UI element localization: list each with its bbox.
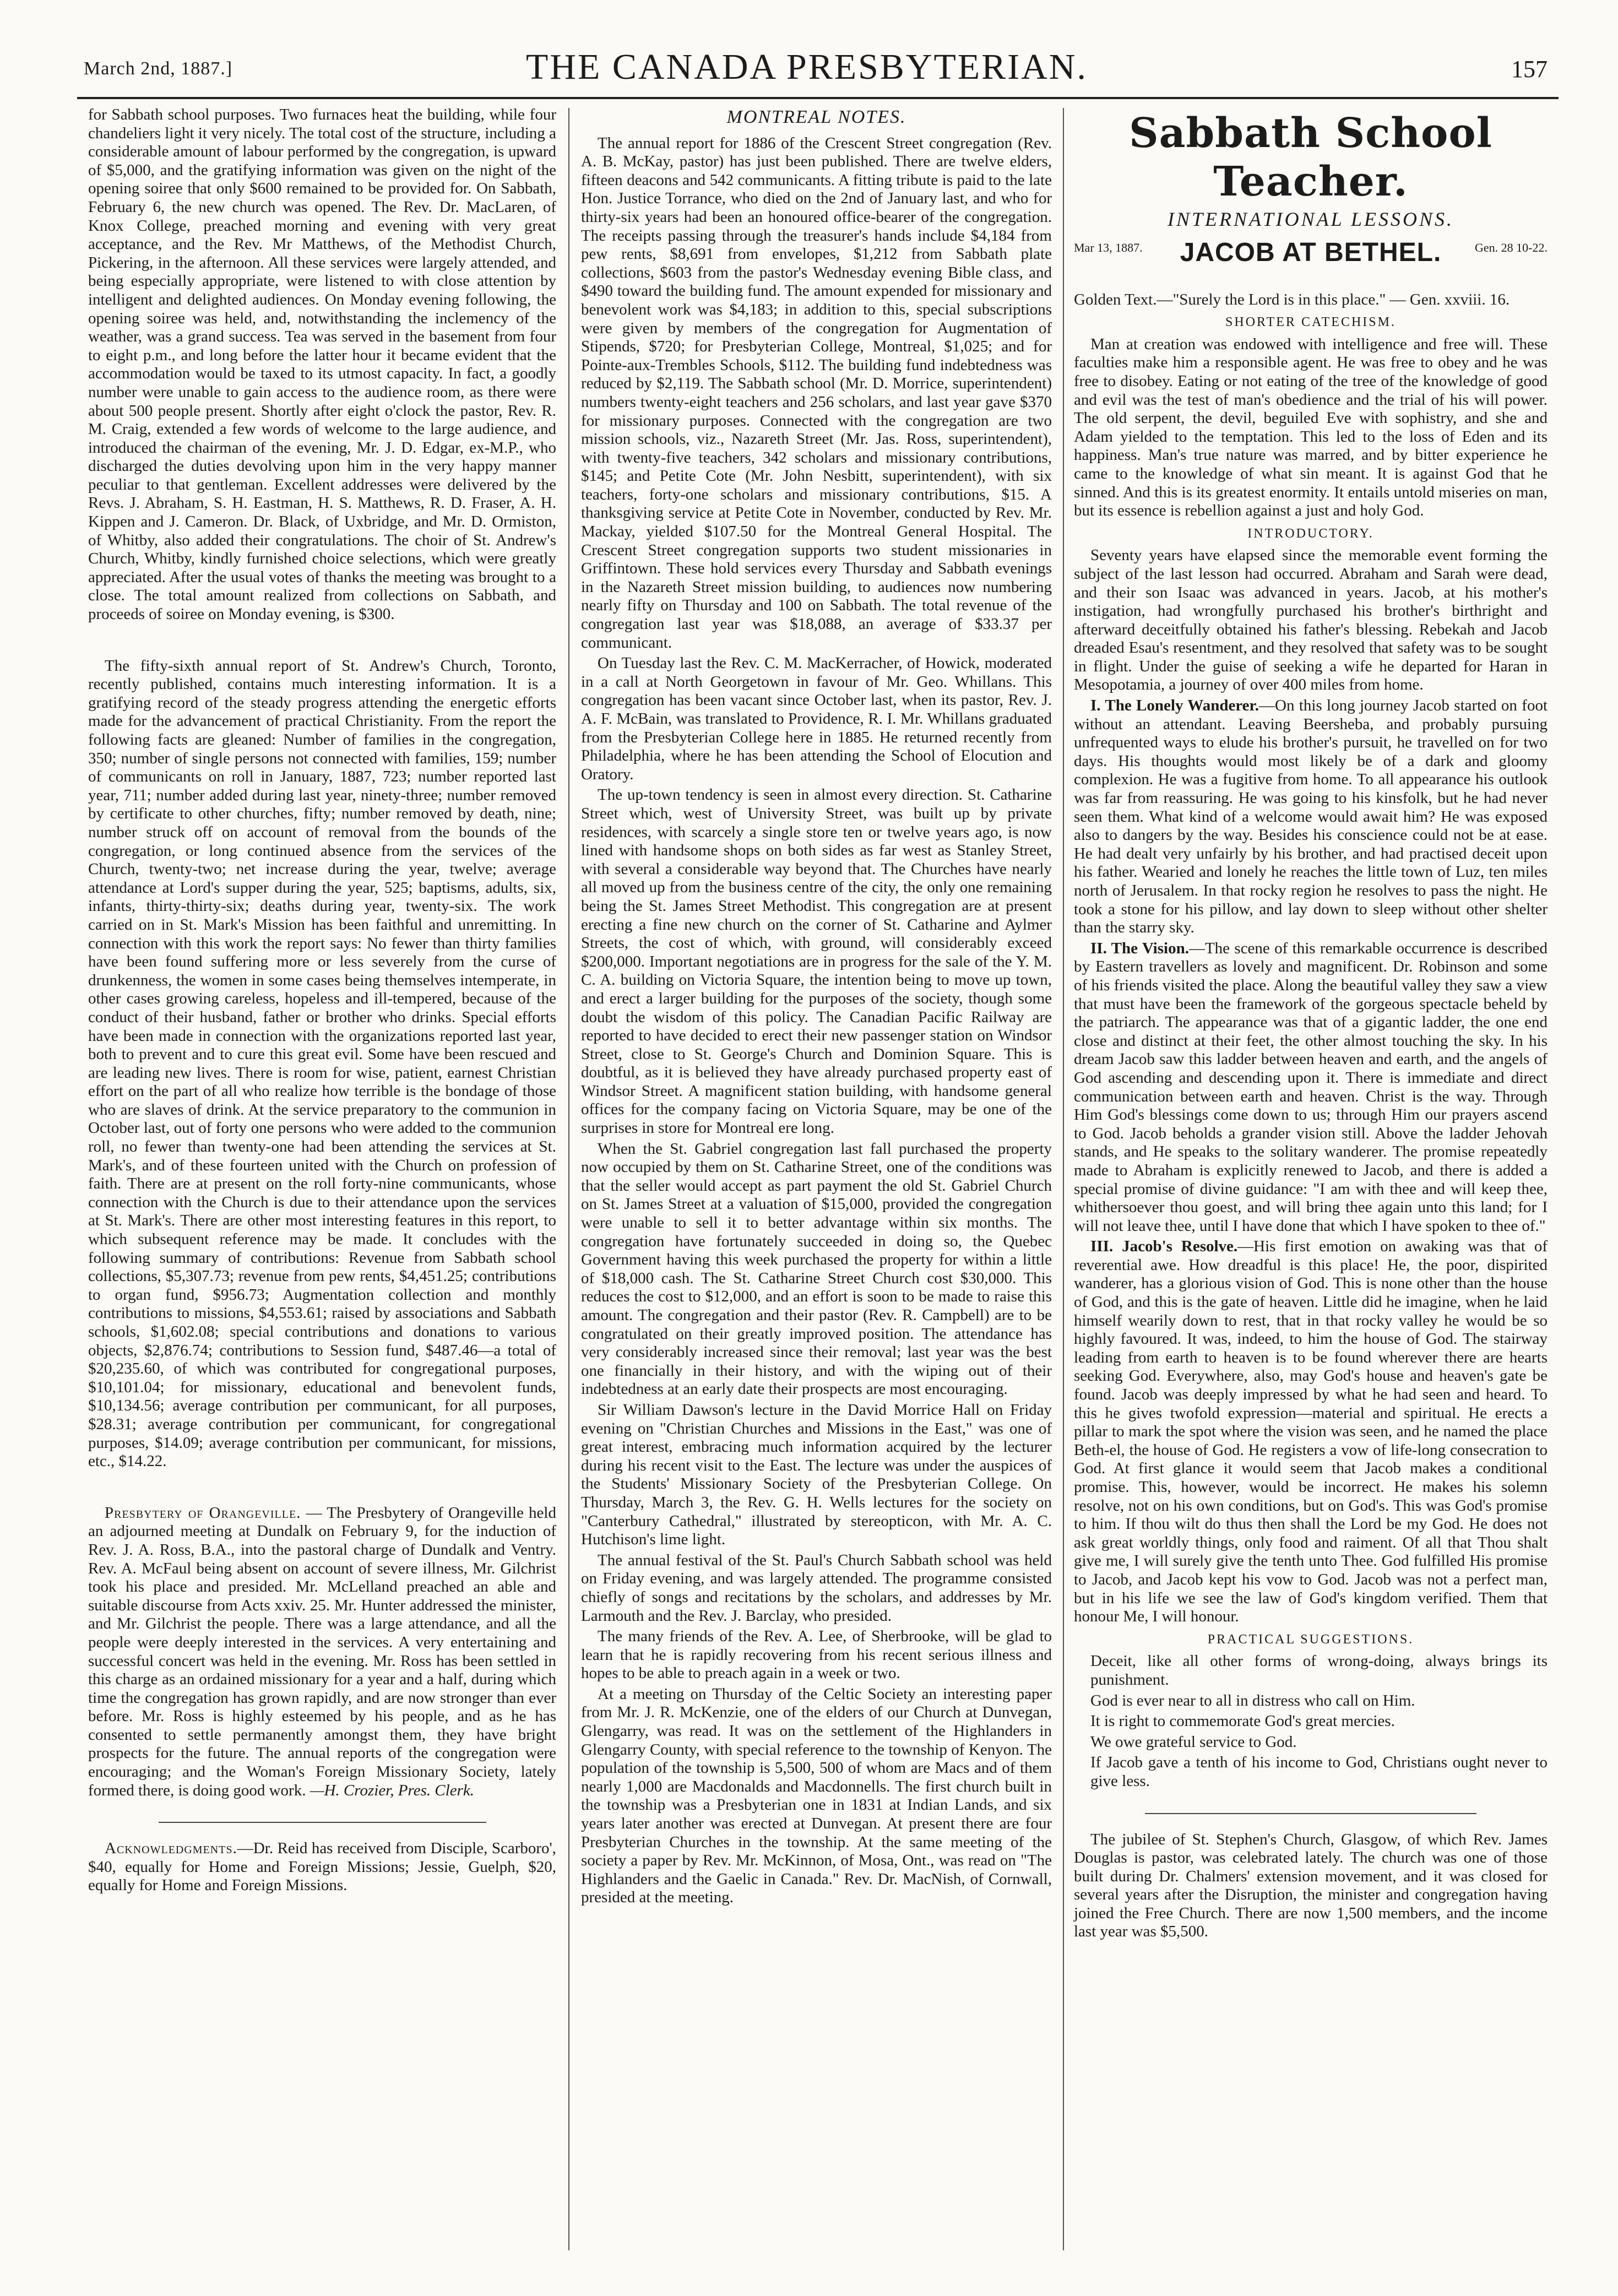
list-item: If Jacob gave a tenth of his income to God, Christians ought never to give less. — [1090, 1754, 1548, 1790]
article-paragraph: On Tuesday last the Rev. C. M. MacKerracher, of Howick, moderated in a call at North Georgetown in favour of Mr. Geo. Whillans. This congregation has been vacant since October last, when its pastor, Rev. J. A. F. McBain, was translated to Providence, R. I. Mr. Whillans graduated from the Presbyterian College here in 1885. He returned recently from Philadelphia, where he has been attending the School of Elocution and Oratory. — [581, 654, 1052, 783]
notice-signature: —H. Crozier, Pres. Clerk. — [310, 1781, 475, 1799]
article-paragraph: The annual festival of the St. Paul's Church Sabbath school was held on Friday evening, and was largely attended. The programme consisted chiefly of songs and recitations by the scholars, and addresses by Mr. Larmouth and the Rev. J. Barclay, who presided. — [581, 1551, 1052, 1625]
article-paragraph: At a meeting on Thursday of the Celtic Society an interesting paper from Mr. J. R. McKenzie, one of the elders of our Church at Dunvegan, Glengarry, was read. It was on the settlement of the Highlanders in Glengarry County, with special reference to the township of Kenyon. The population of the township is 5,500, 500 of whom are Macs and of them nearly 1,000 are Macdonalds and Macdonnells. The first church built in the township was a Presbyterian one in 1831 at Indian Lands, and six years later another was erected at Dunvegan. At present there are four Presbyterian Churches in the township. At the same meeting of the society a paper by Rev. Mr. McKinnon, of Mosa, Ont., was read on "The Highlanders and the Gaelic in Canada." Rev. Dr. MacNish, of Cornwall, presided at the meeting. — [581, 1685, 1052, 1907]
lesson-title: JACOB AT BETHEL. — [1180, 237, 1442, 267]
subheading: SHORTER CATECHISM. — [1225, 315, 1396, 330]
presbytery-notice — [88, 1504, 556, 1800]
list-item: God is ever near to all in distress who call on Him. — [1090, 1691, 1415, 1709]
column-middle — [581, 106, 1052, 1907]
lesson-point — [1074, 940, 1548, 1236]
column-divider — [1063, 108, 1064, 2250]
article-paragraph: When the St. Gabriel congregation last fall purchased the property now occupied by them on St. Catharine Street, one of the conditions was that the seller would accept as part payment the old St. Gabriel Church on St. James Street at a valuation of $15,000, provided the congregation were unable to sell it to better advantage within six months. The congregation have fortunately succeeded in doing so, the Quebec Government having this week purchased the property for within a little of $18,000 cash. The St. Catharine Street Church cost $30,000. This reduces the cost to $12,000, and an effort is soon to be made to raise this amount. The congregation and their pastor (Rev. R. Campbell) are to be congratulated on their greatly improved position. The attendance has very considerably increased since their removal; last year was the best one financially in their history, and with the wiping out of their indebtedness at an early date their prospects are most encouraging. — [581, 1139, 1052, 1398]
subheading: PRACTICAL SUGGESTIONS. — [1207, 1632, 1414, 1647]
masthead-title: THE CANADA PRESBYTERIAN. — [526, 47, 1088, 87]
page-header — [66, 43, 1548, 93]
suggestions-list — [1074, 1652, 1548, 1790]
acknowledgments-notice — [88, 1839, 556, 1895]
page-number: 157 — [1511, 56, 1548, 83]
section-rule — [159, 1822, 486, 1823]
point-lead: II. The Vision. — [1090, 939, 1189, 957]
lesson-point — [1074, 697, 1548, 937]
article-paragraph: The up-town tendency is seen in almost every direction. St. Catharine Street which, west of University Street, was built up by private residences, with scarcely a single store ten or twelve years ago, is now lined with handsome shops on both sides as far west as Stanley Street, with several a considerable way beyond that. The Churches have nearly all moved up from the business centre of the city, the only one remaining being the St. James Street Methodist. This congregation are at present erecting a fine new church on the corner of St. Catharine and Aylmer Streets, the cost of which, with ground, will considerably exceed $200,000. Important negotiations are in progress for the sale of the Y. M. C. A. building on Victoria Square, the intention being to move up town, and erect a larger building for the purposes of the society, though some doubt the wisdom of this policy. The Canadian Pacific Railway are reported to have decided to erect their new passenger station on Windsor Street, close to St. George's Church and Dominion Square. This is doubtful, as it is believed they have already purchased property east of Windsor Street. A magnificent station building, with handsome general offices for the company facing on Victoria Square, may be one of the surprises in store for Montreal ere long. — [581, 786, 1052, 1137]
column-left — [88, 106, 556, 1895]
list-item: Deceit, like all other forms of wrong-doing, always brings its punishment. — [1090, 1652, 1548, 1689]
point-body: —His first emotion on awaking was that of reverential awe. How dreadful is this place! He, the poor, dispirited wanderer, has a glorious vision of God. This is none other than the house of God, and this is the gate of heaven. Little did he imagine, when he laid himself wearily down to rest, that in that rocky valley he would be so highly favoured. It was, indeed, to him the house of God. The stairway leading from earth to heaven is to be found wherever there are hearts seeking God. Everywhere, also, may God's house and heaven's gate be found. Jacob was deeply impressed by what he had seen and heard. To this he gives twofold expression—material and spiritual. He erects a pillar to mark the spot where the vision was seen, and he named the place Beth-el, the house of God. He registers a vow of life-long consecration to God. At first glance it would seem that Jacob makes a conditional promise. This, however, would be incorrect. He makes his solemn resolve, not on his own conditions, but on God's. This was God's promise to him. If thou wilt do thus then shall the Lord be my God. He does not ask great worldly things, only food and raiment. Of all that Thou shalt give me, I will surely give the tenth unto Thee. God fulfilled His promise to Jacob, and Jacob kept his vow to God. Jacob was not a perfect man, but in his life we see the law of God's kingdom verified. Them that honour Me, I will honour. — [1074, 1237, 1548, 1626]
article-paragraph: Man at creation was endowed with intelligence and free will. These faculties make him a responsible agent. He was free to obey and he was free to disobey. Eating or not eating of the tree of the knowledge of good and evil was the test of man's obedience and the trial of his will power. The old serpent, the devil, beguiled Eve with sophistry, and she and Adam yielded to the temptation. This led to the loss of Eden and its happiness. Man's true nature was marred, and by bitter experience he came to the knowledge of what sin meant. It is against God that he sinned. And this is its greatest enormity. It entails untold miseries on man, but its essence is rebellion against a just and holy God. — [1074, 335, 1548, 520]
list-item: It is right to commemorate God's great mercies. — [1090, 1712, 1395, 1730]
section-rule — [1145, 1813, 1476, 1814]
column-right — [1074, 106, 1548, 1941]
article-paragraph: for Sabbath school purposes. Two furnaces heat the building, while four chandeliers light it very nicely. The total cost of the structure, including a considerable amount of labour performed by the congregation, is upward of $5,000, and the gratifying information was given on the night of the opening soiree that only $600 remained to be provided for. On Sabbath, February 6, the new church was opened. The Rev. Dr. MacLaren, of Knox College, preached morning and evening with very great acceptance, and the Rev. Mr Matthews, of the Methodist Church, Pickering, in the afternoon. All these services were largely attended, and being especially appropriate, were listened to with close attention by intelligent and delighted audiences. On Monday evening following, the opening soiree was held, and, notwithstanding the inclemency of the weather, was a grand success. Tea was served in the basement from four to eight p.m., and long before the latter hour it became evident that the accommodation would be taxed to its utmost capacity. In fact, a goodly number were unable to gain access to the audience room, as there were about 500 people present. Shortly after eight o'clock the pastor, Rev. R. M. Craig, extended a few words of welcome to the large audience, and introduced the chairman of the evening, Mr. J. D. Edgar, ex-M.P., who discharged the duties devolving upon him in the very happy manner peculiar to that gentleman. Excellent addresses were delivered by the Revs. J. Abraham, S. H. Eastman, H. S. Matthews, R. D. Fraser, A. H. Kippen and J. Cameron. Dr. Black, of Uxbridge, and Mr. D. Ormiston, of Whitby, also added their congratulations. The choir of St. Andrew's Church, Whitby, kindly furnished choice selections, which were greatly appreciated. After the usual votes of thanks the meeting was brought to a close. The total amount realized from collections on Sabbath, and proceeds of soiree on Monday evening, is $300. — [88, 106, 556, 623]
article-paragraph: The annual report for 1886 of the Crescent Street congregation (Rev. A. B. McKay, pastor) has just been published. There are twelve elders, fifteen deacons and 542 communicants. A fitting tribute is paid to the late Hon. Justice Torrance, who died on the 2nd of January last, and who for thirty-six years had been an honoured office-bearer of the congregation. The receipts passing through the treasurer's hands include $4,184 from pew rents, $8,691 from envelopes, $1,212 from Sabbath plate collections, $603 from the pastor's Wednesday evening Bible class, and $490 toward the building fund. The amount expended for missionary and benevolent work was $4,183; in addition to this, special subscriptions were given by members of the congregation for Augmentation of Stipends, $720; for Presbyterian College, Montreal, $1,025; and for Pointe-aux-Trembles Schools, $112. The building fund indebtedness was reduced by $2,119. The Sabbath school (Mr. D. Morrice, superintendent) numbers twenty-eight teachers and 256 scholars, and last year gave $370 for missionary purposes. Connected with the congregation are two mission schools, viz., Nazareth Street (Mr. Jas. Ross, superintendent), with twenty-five teachers, 342 scholars and missionary contributions, $145; and Petite Cote (Mr. John Nesbitt, superintendent), with six teachers, forty-one scholars and missionary contributions, $15. A thanksgiving service at Petite Cote in November, conducted by Rev. Mr. Mackay, yielded $107.50 for the Montreal General Hospital. The Crescent Street congregation supports two student missionaries in Griffintown. These hold services every Thursday and Sabbath evenings in the Nazareth Street mission building, to audiences now numbering nearly fifty on Thursday and 100 on Sabbath. The total revenue of the congregation last year was $18,088, an average of $33.37 per communicant. — [581, 134, 1052, 652]
article-paragraph: The many friends of the Rev. A. Lee, of Sherbrooke, will be glad to learn that he is rapidly recovering from his recent serious illness and hopes to be able to preach again in a week or two. — [581, 1627, 1052, 1682]
point-body: —The scene of this remarkable occurrence is described by Eastern travellers as lovely and magnificent. Dr. Robinson and some of his friends visited the place. Along the beautiful valley they saw a view that must have been the framework of the gorgeous spectacle beheld by the patriarch. The appearance was that of a gigantic ladder, the one end close and distinct at their feet, the other almost touching the sky. In his dream Jacob saw this ladder between heaven and earth, and the angels of God ascending and descending upon it. There is immediate and direct communication between earth and heaven. Christ is the way. Through Him God's blessings come down to us; through Him our prayers ascend to God. Jacob beholds a grander vision still. Above the ladder Jehovah stands, and He speaks to the solitary wanderer. The promise repeatedly made to Abraham is explicitly renewed to Jacob, and there is added a special promise of divine guidance: "I am with thee and will keep thee, whithersoever thou goest, and will bring thee again unto this land; for I will not leave thee, until I have done that which I have spoken to thee of." — [1074, 939, 1548, 1235]
point-lead: III. Jacob's Resolve. — [1090, 1237, 1238, 1256]
point-body: —On this long journey Jacob started on foot without an attendant. Leaving Beersheba, and probably pursuing unfrequented ways to elude his brother's pursuit, he travelled on for two days. His thoughts would most likely be of a dark and gloomy complexion. He was a fugitive from home. To all appearance his outlook was far from reassuring. He was going to his kinsfolk, but he had never seen them. What kind of a welcome would await him? He was exposed also to dangers by the way. Besides his conscience could not be at ease. He had dealt very unfairly by his brother, and had practised deceit upon his father. Wearied and lonely he reaches the little town of Luz, ten miles north of Jerusalem. In that rocky region he resolves to pass the night. He took a stone for his pillow, and lay down to sleep without other shelter than the starry sky. — [1074, 697, 1548, 937]
article-paragraph: The jubilee of St. Stephen's Church, Glasgow, of which Rev. James Douglas is pastor, was celebrated lately. The church was one of those built during Dr. Chalmers' extension movement, and it was closed for several years after the Disruption, the minister and congregation having joined the Free Church. There are now 1,500 members, and the income last year was $5,500. — [1074, 1830, 1548, 1941]
subheading: INTRODUCTORY. — [1247, 526, 1374, 541]
section-title: Sabbath School Teacher. — [1129, 110, 1492, 205]
section-subtitle: INTERNATIONAL LESSONS. — [1167, 208, 1454, 230]
list-item: We owe grateful service to God. — [1090, 1733, 1297, 1751]
lesson-date: Mar 13, 1887. — [1074, 240, 1143, 254]
notice-body: —Dr. Reid has received from Disciple, Scarboro', $40, equally for Home and Foreign Missions; Jessie, Guelph, $20, equally for Home and Foreign Missions. — [88, 1839, 556, 1895]
header-rule — [77, 97, 1559, 99]
golden-text: Golden Text.—"Surely the Lord is in this place." — Gen. xxviii. 16. — [1074, 290, 1510, 308]
point-lead: I. The Lonely Wanderer. — [1090, 697, 1259, 715]
section-title: MONTREAL NOTES. — [726, 107, 906, 127]
notice-lead: Acknowledgments. — [105, 1839, 237, 1858]
notice-body: — The Presbytery of Orangeville held an adjourned meeting at Dundalk on February 9, for the induction of Rev. J. A. Ross, B.A., into the pastoral charge of Dundalk and Ventry. Rev. A. McFaul being absent on account of severe illness, Mr. Gilchrist took his place and presided. Mr. McLelland preached an able and suitable discourse from Acts xxiv. 25. Mr. Hunter addressed the minister, and Mr. Gilchrist the people. There was a large attendance, and all the people were deeply interested in the services. A very entertaining and successful concert was held in the evening. Mr. Ross has been settled in this charge as an ordained missionary for a year and a half, during which time the congregation has grown rapidly, and are now stronger than ever before. Mr. Ross is highly esteemed by his people, and as he has consented to settle permanently amongst them, they have bright prospects for the future. The annual reports of the congregation were encouraging; and the Woman's Foreign Missionary Society, lately formed there, is doing good work. — [88, 1503, 556, 1799]
article-paragraph: Seventy years have elapsed since the memorable event forming the subject of the last lesson had occurred. Abraham and Sarah were dead, and their son Isaac was advanced in years. Jacob, at his mother's instigation, had wrongfully purchased his brother's birthright and afterward deceitfully obtained his father's blessing. Rebekah and Jacob dreaded Esau's resentment, and they resolved that safety was to be sought in flight. Under the guise of seeking a wife he departed for Haran in Mesopotamia, a journey of over 400 miles from home. — [1074, 546, 1548, 694]
notice-lead: Presbytery of Orangeville. — [105, 1503, 301, 1522]
issue-date: March 2nd, 1887.] — [84, 58, 233, 79]
column-divider — [568, 108, 569, 2250]
article-paragraph: Sir William Dawson's lecture in the David Morrice Hall on Friday evening on "Christian Churches and Missions in the East," was one of great interest, embracing much information acquired by the lecturer during his recent visit to the East. The lecture was under the auspices of the Students' Missionary Society of the Presbyterian College. On Thursday, March 3, the Rev. G. H. Wells lectures for the society on "Canterbury Cathedral," illustrated by stereopticon, with Mr. A. C. Hutchison's lime light. — [581, 1401, 1052, 1549]
scripture-reference: Gen. 28 10-22. — [1475, 240, 1548, 254]
article-paragraph: The fifty-sixth annual report of St. Andrew's Church, Toronto, recently published, contains much interesting information. It is a gratifying record of the steady progress attending the energetic efforts made for the advancement of practical Christianity. From the report the following facts are gleaned: Number of families in the congregation, 350; number of single persons not connected with families, 159; number of communicants on roll in January, 1887, 723; number reported last year, 711; number added during last year, ninety-three; number removed by certificate to other churches, fifty; number removed by death, nine; number struck off on account of removal from the bounds of the congregation, or long continued absence from the services of the Church, twenty-two; net increase during the year, twelve; average attendance at Lord's supper during the year, 525; baptisms, adults, six, infants, thirty-thirty-six; deaths during year, twenty-six. The work carried on in St. Mark's Mission has been faithful and unremitting. In connection with this work the report says: No fewer than thirty families have been found suffering more or less severely from the curse of drunkenness, the women in some cases being themselves intemperate, in other cases growing careless, hopeless and ill-tempered, because of the conduct of their husband, father or brother who drinks. Special efforts have been made in connection with the organizations reported last year, both to prevent and to cure this great evil. Some have been rescued and are leading new lives. There is room for wise, patient, earnest Christian effort on the part of all who realize how terrible is the bondage of those who are slaves of drink. At the service preparatory to the communion in October last, out of forty one persons who were added to the communion roll, no fewer than twenty-one had been attending the services at St. Mark's, and of these fourteen united with the Church on profession of faith. There are at present on the roll forty-nine communicants, whose connection with the Church is due to their attendance upon the services at St. Mark's. There are other most interesting features in this report, to which subsequent reference may be made. It concludes with the following summary of contributions: Revenue from Sabbath school collections, $5,307.73; revenue from pew rents, $4,451.25; contributions to organ fund, $956.73; Augmentation collection and monthly contributions to missions, $4,553.61; raised by associations and Sabbath schools, $1,602.08; special contributions and donations to various objects, $2,876.74; contributions to Session fund, $487.46—a total of $20,235.60, of which was contributed for congregational purposes, $10,101.04; for missionary, educational and benevolent funds, $10,134.56; average contribution per communicant, for all purposes, $28.31; average contribution per communicant, for congregational purposes, $14.09; average contribution per communicant, for missions, etc., $14.22. — [88, 656, 556, 1470]
lesson-header — [1074, 237, 1548, 285]
lesson-point — [1074, 1237, 1548, 1626]
